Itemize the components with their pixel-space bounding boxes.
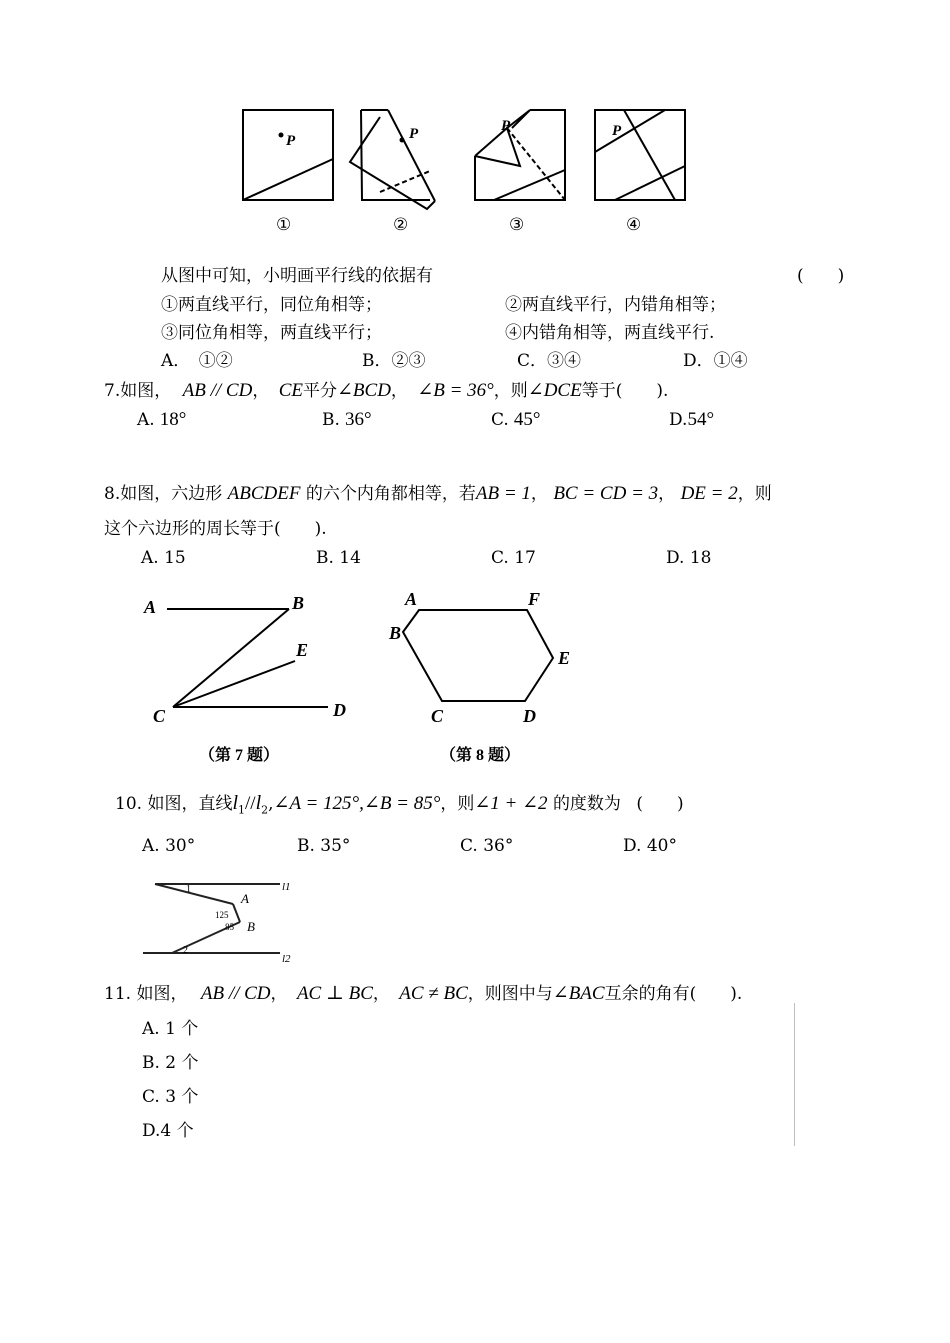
q6-stem: 从图中可知，小明画平行线的依据有	[161, 266, 433, 286]
q6-option-b: B．②③	[362, 351, 426, 371]
q7-option-d-letter: D.	[669, 410, 688, 430]
q11-condition-1: AB // CD	[200, 983, 271, 1004]
q8-condition-1: AB = 1	[475, 483, 531, 504]
q10-fig-label-angle-2: 2	[183, 945, 188, 956]
fig7-label-a: A	[144, 597, 157, 617]
q8-hexagon-name: ABCDEF	[227, 483, 301, 504]
q10-expression: ∠1 + ∠2	[474, 793, 548, 814]
fig6-2-p-label: P	[409, 126, 419, 142]
q8-option-c: C. 17	[491, 548, 536, 568]
fig7-label-e: E	[296, 640, 309, 660]
q11-option-a: A. 1 个	[142, 1019, 199, 1039]
q10-fig-label-l2: l2	[282, 953, 291, 965]
fig7-label-c: C	[153, 706, 166, 726]
q6-statement-1: ①两直线平行，同位角相等；	[161, 295, 382, 315]
q8-option-a: A. 15	[141, 548, 186, 568]
fig7-label-b: B	[292, 593, 305, 613]
q10-option-a: A. 30°	[142, 836, 196, 856]
q10-sub-2: 2	[261, 803, 269, 817]
q10-fig-label-a: A	[241, 891, 249, 906]
fig8-label-c: C	[431, 706, 444, 726]
q8-option-b: B. 14	[316, 548, 361, 568]
fig7-caption: （第 7 题）	[199, 747, 280, 764]
q11-tail-a: ，则图中与	[467, 984, 553, 1004]
q11-option-b: B. 2 个	[142, 1053, 199, 1073]
q6-option-d: D．①④	[683, 351, 748, 371]
q10-parallel: //	[245, 793, 256, 814]
q10-line-l2: l	[255, 792, 262, 814]
q7-option-d-value: 54°	[687, 409, 715, 430]
fig6-label-3: ③	[509, 215, 525, 234]
q10-condition: ∠A = 125°,∠B = 85°	[273, 793, 441, 814]
fig8-label-b: B	[389, 623, 402, 643]
q6-answer-paren: ( )	[797, 266, 845, 286]
q8-sep-1: ，	[530, 484, 548, 504]
margin-divider	[794, 1003, 795, 1146]
q10-option-c: C. 36°	[460, 836, 514, 856]
q8-condition-3: DE = 2	[680, 483, 738, 504]
q8-end: ，则	[737, 484, 772, 504]
q7-condition-2b: 平分	[303, 381, 337, 401]
q10-tail-a: ，则	[440, 794, 475, 814]
q10-paren: ( )	[636, 794, 684, 814]
q6-statement-2: ②两直线平行，内错角相等；	[505, 295, 726, 315]
q8-option-d: D. 18	[666, 548, 712, 568]
q8-intro: 8.如图，六边形	[104, 484, 223, 504]
q7-condition-2a: CE	[278, 380, 303, 401]
q7-sep-1: ，	[252, 381, 270, 401]
q10-fig-label-angle-1: 1	[186, 884, 191, 895]
q7-option-c-letter: C.	[491, 410, 509, 430]
q7-option-a-letter: A.	[137, 410, 155, 430]
q11-target-angle: ∠BAC	[552, 983, 605, 1004]
q10-option-d: D. 40°	[623, 836, 677, 856]
q11-sep-1: ，	[270, 984, 288, 1004]
q7-target-angle: ∠DCE	[527, 380, 582, 401]
q7-condition-2c: ∠BCD	[337, 380, 391, 401]
q8-mid: 的六个内角都相等，若	[305, 484, 476, 504]
q10-intro: 10. 如图，直线	[115, 794, 233, 814]
fig8-caption: （第 8 题）	[440, 747, 521, 764]
q11-option-d: D.4 个	[142, 1121, 194, 1141]
q10-fig-label-l1: l1	[282, 881, 291, 893]
fig6-label-2: ②	[393, 215, 409, 234]
q11-tail-b: 互余的角有( ).	[604, 984, 743, 1004]
q7-condition-3: ∠B = 36°	[417, 380, 494, 401]
fig6-3-p-label: P	[501, 118, 511, 134]
q10-line-l1: l	[232, 792, 239, 814]
q11-sep-2: ，	[372, 984, 390, 1004]
fig6-4-p-label: P	[612, 123, 622, 139]
fig8-label-e: E	[558, 648, 571, 668]
q8-sep-2: ，	[658, 484, 676, 504]
q11-condition-2: AC ⊥ BC	[296, 983, 373, 1004]
q7-condition-1: AB // CD	[182, 380, 253, 401]
q10-option-b: B. 35°	[297, 836, 351, 856]
q6-statement-3: ③同位角相等，两直线平行；	[161, 323, 382, 343]
fig6-label-4: ④	[626, 215, 642, 234]
q7-option-c-value: 45°	[513, 409, 541, 430]
fig7-label-d: D	[333, 700, 346, 720]
q7-option-a-value: 18°	[159, 409, 187, 430]
fig6-label-1: ①	[276, 215, 292, 234]
q7-option-b-value: 36°	[345, 409, 372, 430]
fig8-label-a: A	[405, 589, 418, 609]
q6-option-a: A． ①②	[161, 351, 233, 371]
q11-intro: 11. 如图，	[104, 984, 188, 1004]
q7-tail-b: 等于( ).	[581, 381, 669, 401]
q6-statement-4: ④内错角相等，两直线平行.	[505, 323, 715, 343]
q11-option-c: C. 3 个	[142, 1087, 199, 1107]
q10-tail-b: 的度数为	[552, 794, 621, 814]
fig8-label-d: D	[523, 706, 536, 726]
q7-number: 7.如图，	[104, 381, 172, 401]
q8-condition-2: BC = CD = 3	[553, 483, 659, 504]
q10-sub-1: 1	[238, 803, 246, 817]
fig8-label-f: F	[528, 589, 541, 609]
fig6-1-p-label: P	[286, 133, 296, 149]
q10-fig-label-85: 85	[225, 922, 234, 932]
q8-line-2: 这个六边形的周长等于( ).	[104, 519, 327, 539]
q11-line	[104, 979, 742, 1005]
q10-fig-label-125: 125	[215, 910, 229, 920]
q7-tail-a: ，则	[493, 381, 528, 401]
q11-condition-3: AC ≠ BC	[399, 983, 468, 1004]
q7-sep-2: ，	[390, 381, 408, 401]
q10-comma: ,	[268, 794, 274, 814]
q6-option-c: C．③④	[517, 351, 582, 371]
q7-option-b-letter: B.	[322, 410, 340, 430]
q10-fig-label-b: B	[247, 919, 255, 934]
